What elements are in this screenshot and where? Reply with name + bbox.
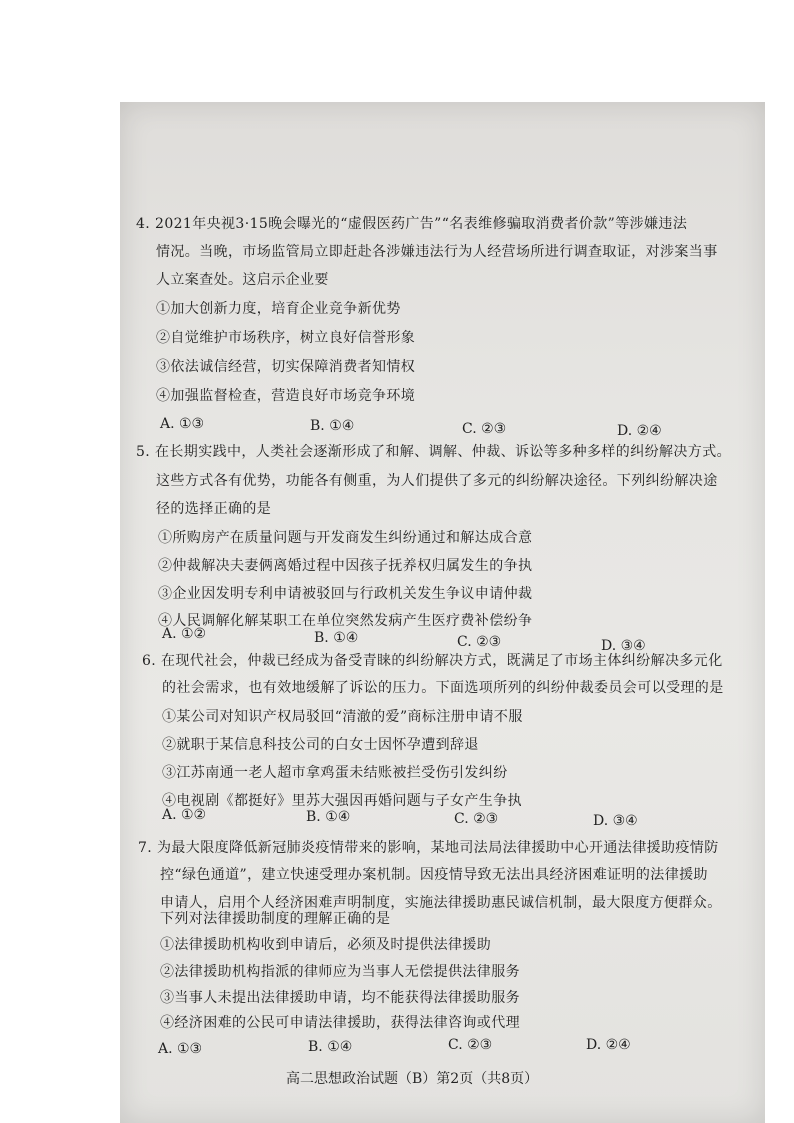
q5-stem-line-1: 5. 在长期实践中，人类社会逐渐形成了和解、调解、仲裁、诉讼等多种多样的纠纷解决方式。 (136, 444, 732, 460)
q5-option-c: C. ②③ (457, 634, 502, 650)
q6-stem-line-1: 6. 在现代社会，仲裁已经成为备受青睐的纠纷解决方式，既满足了市场主体纠纷解决多元化 (142, 653, 723, 669)
q4-item-4: ④加强监督检查，营造良好市场竞争环境 (156, 388, 416, 404)
page-footer: 高二思想政治试题（B）第2页（共8页） (286, 1071, 539, 1087)
q7-stem-line-1: 7. 为最大限度降低新冠肺炎疫情带来的影响，某地司法局法律援助中心开通法律援助疫情防 (138, 840, 719, 856)
q7-item-4: ④经济困难的公民可申请法律援助，获得法律咨询或代理 (160, 1015, 520, 1031)
q5-item-2: ②仲裁解决夫妻俩离婚过程中因孩子抚养权归属发生的争执 (158, 558, 533, 574)
q7-item-3: ③当事人未提出法律援助申请，均不能获得法律援助服务 (160, 990, 520, 1006)
q4-option-a: A. ①③ (160, 416, 205, 432)
q6-stem-line-2: 的社会需求，也有效地缓解了诉讼的压力。下面选项所列的纠纷仲裁委员会可以受理的是 (162, 680, 724, 696)
q6-option-d: D. ③④ (593, 813, 638, 829)
q4-option-b: B. ①④ (310, 418, 355, 434)
exam-page (120, 102, 765, 1123)
q4-option-c: C. ②③ (462, 421, 507, 437)
q6-item-4: ④电视剧《都挺好》里苏大强因再婚问题与子女产生争执 (162, 793, 522, 809)
q7-item-2: ②法律援助机构指派的律师应为当事人无偿提供法律服务 (160, 964, 520, 980)
q5-option-d: D. ③④ (601, 638, 646, 654)
q7-stem-line-4: 下列对法律援助制度的理解正确的是 (160, 911, 391, 927)
q6-option-c: C. ②③ (454, 811, 499, 827)
q4-stem-line-1: 4. 2021年央视3·15晚会曝光的“虚假医药广告”“名表维修骗取消费者价款”等涉嫌违法 (136, 216, 688, 232)
q6-item-3: ③江苏南通一老人超市拿鸡蛋未结账被拦受伤引发纠纷 (162, 765, 508, 781)
q6-item-1: ①某公司对知识产权局驳回“清澈的爱”商标注册申请不服 (162, 709, 523, 725)
q7-option-a: A. ①③ (158, 1041, 203, 1057)
q5-item-1: ①所购房产在质量问题与开发商发生纠纷通过和解达成合意 (158, 530, 533, 546)
q4-item-2: ②自觉维护市场秩序，树立良好信誉形象 (156, 330, 416, 346)
q7-stem-line-2: 控“绿色通道”，建立快速受理办案机制。因疫情导致无法出具经济困难证明的法律援助 (160, 867, 708, 883)
q5-option-a: A. ①② (162, 626, 207, 642)
q5-stem-line-2: 这些方式各有优势，功能各有侧重，为人们提供了多元的纠纷解决途径。下列纠纷解决途 (156, 473, 718, 489)
q5-stem-line-3: 径的选择正确的是 (156, 501, 272, 517)
q4-stem-line-2: 情况。当晚，市场监管局立即赶赴各涉嫌违法行为人经营场所进行调查取证，对涉案当事 (156, 244, 718, 260)
q6-option-a: A. ①② (162, 807, 207, 823)
q7-option-b: B. ①④ (308, 1039, 353, 1055)
q6-option-b: B. ①④ (306, 809, 351, 825)
q4-item-3: ③依法诚信经营，切实保障消费者知情权 (156, 359, 416, 375)
q5-option-b: B. ①④ (314, 630, 359, 646)
q7-item-1: ①法律援助机构收到申请后，必须及时提供法律援助 (160, 937, 492, 953)
q6-item-2: ②就职于某信息科技公司的白女士因怀孕遭到辞退 (162, 737, 479, 753)
q4-item-1: ①加大创新力度，培育企业竞争新优势 (156, 301, 401, 317)
q5-item-3: ③企业因发明专利申请被驳回与行政机关发生争议申请仲裁 (158, 586, 533, 602)
q4-stem-line-3: 人立案查处。这启示企业要 (156, 272, 329, 288)
q7-option-c: C. ②③ (448, 1037, 493, 1053)
q7-option-d: D. ②④ (586, 1037, 631, 1053)
q4-option-d: D. ②④ (617, 423, 662, 439)
q5-item-4: ④人民调解化解某职工在单位突然发病产生医疗费补偿纷争 (158, 613, 533, 629)
q7-stem-line-3: 申请人，启用个人经济困难声明制度，实施法律援助惠民诚信机制，最大限度方便群众。 (160, 895, 722, 911)
